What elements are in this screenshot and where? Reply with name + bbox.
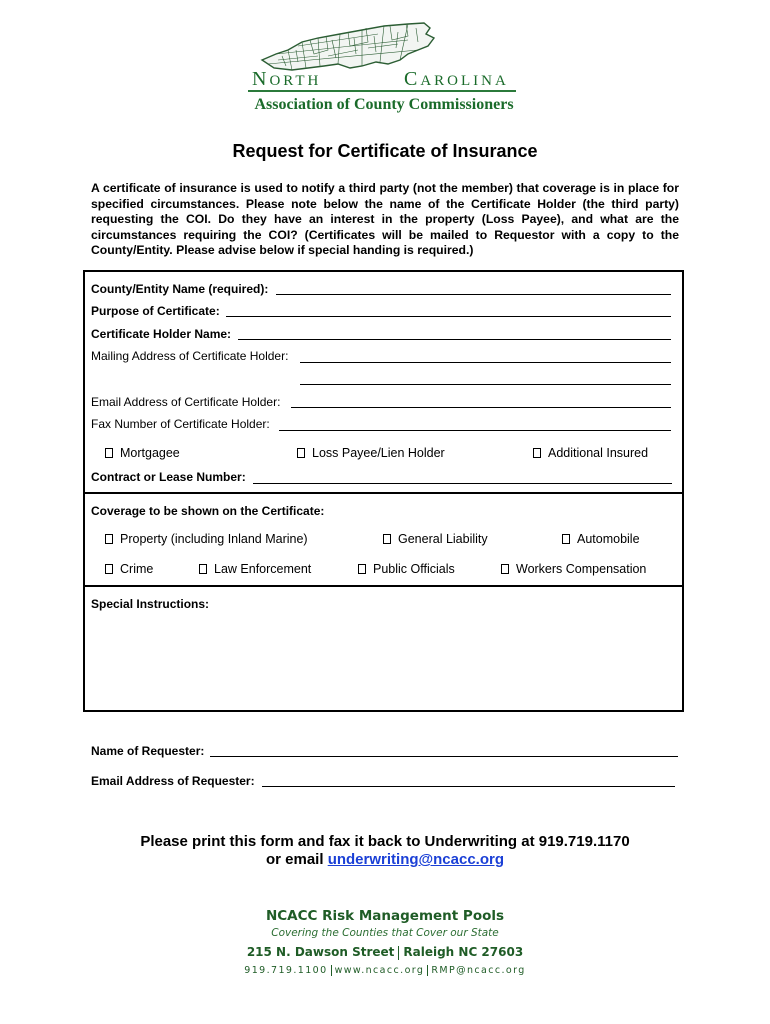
holder-email-input[interactable] — [291, 407, 671, 408]
checkbox-property[interactable]: Property (including Inland Marine) — [105, 532, 308, 546]
requester-email-label: Email Address of Requester: — [91, 774, 255, 788]
requester-email-input[interactable] — [262, 786, 675, 787]
divider — [331, 965, 332, 976]
footer-tagline: Covering the Counties that Cover our State — [271, 927, 499, 939]
checkbox-square-icon — [105, 448, 113, 458]
fax-instructions: Please print this form and fax it back to Underwriting at 919.719.1170 — [140, 833, 630, 850]
footer-org-name: NCACC Risk Management Pools — [265, 908, 505, 924]
checkbox-crime[interactable]: Crime — [105, 562, 153, 576]
county-label: County/Entity Name (required): — [91, 282, 269, 296]
intro-paragraph: A certificate of insurance is used to notify a third party (not the member) that coverage is in place for specified circumstances. Please note below the name of the Certificate Holder (the third party) requesting the COI. Do they have an interest in the property (Loss Payee), and what are the circumstances requiring the COI? (Certificates will be mailed to Requestor with a copy to the County/Entity. Please advise below if special handing is required.) — [91, 181, 679, 257]
county-input[interactable] — [276, 294, 671, 295]
footer-address: 215 N. Dawson Street Raleigh NC 27603 — [246, 945, 524, 959]
holder-fax-label: Fax Number of Certificate Holder: — [91, 417, 270, 431]
footer-contact: 919.719.1100 www.ncacc.org RMP@ncacc.org — [244, 965, 526, 976]
checkbox-automobile[interactable]: Automobile — [562, 532, 640, 546]
footer-website-link[interactable]: www.ncacc.org — [334, 965, 425, 976]
requester-name-input[interactable] — [210, 756, 678, 757]
checkbox-workers-compensation[interactable]: Workers Compensation — [501, 562, 646, 576]
checkbox-public-officials[interactable]: Public Officials — [358, 562, 455, 576]
logo-word-carolina: CAROLINA — [404, 68, 509, 90]
checkbox-square-icon — [199, 564, 207, 574]
mailing-address-input[interactable] — [300, 362, 671, 363]
purpose-input[interactable] — [226, 316, 671, 317]
mailing-address-label: Mailing Address of Certificate Holder: — [91, 349, 289, 363]
coverage-label: Coverage to be shown on the Certificate: — [91, 504, 325, 518]
checkbox-law-enforcement[interactable]: Law Enforcement — [199, 562, 311, 576]
email-instructions: or email underwriting@ncacc.org — [265, 851, 505, 868]
purpose-label: Purpose of Certificate: — [91, 304, 220, 318]
checkbox-additional-insured[interactable]: Additional Insured — [533, 446, 648, 460]
contract-label: Contract or Lease Number: — [91, 470, 246, 484]
holder-fax-input[interactable] — [279, 430, 671, 431]
footer-email-link[interactable]: RMP@ncacc.org — [431, 965, 526, 976]
nc-county-map-icon — [258, 20, 438, 72]
logo-divider — [248, 90, 516, 92]
checkbox-loss-payee[interactable]: Loss Payee/Lien Holder — [297, 446, 445, 460]
checkbox-mortgagee[interactable]: Mortgagee — [105, 446, 180, 460]
divider — [427, 965, 428, 976]
checkbox-square-icon — [501, 564, 509, 574]
checkbox-square-icon — [358, 564, 366, 574]
checkbox-square-icon — [383, 534, 391, 544]
checkbox-square-icon — [105, 534, 113, 544]
page-title: Request for Certificate of Insurance — [232, 141, 538, 161]
holder-email-label: Email Address of Certificate Holder: — [91, 395, 281, 409]
holder-name-input[interactable] — [238, 339, 671, 340]
checkbox-general-liability[interactable]: General Liability — [383, 532, 488, 546]
requester-name-label: Name of Requester: — [91, 744, 205, 758]
checkbox-square-icon — [105, 564, 113, 574]
checkbox-square-icon — [562, 534, 570, 544]
logo-word-north: NORTH — [252, 68, 322, 90]
special-instructions-label: Special Instructions: — [91, 597, 210, 611]
checkbox-square-icon — [533, 448, 541, 458]
divider — [398, 946, 399, 960]
contract-input[interactable] — [253, 483, 672, 484]
holder-name-label: Certificate Holder Name: — [91, 327, 232, 341]
mailing-address-input-2[interactable] — [300, 384, 671, 385]
underwriting-email-link[interactable]: underwriting@ncacc.org — [327, 851, 505, 868]
checkbox-square-icon — [297, 448, 305, 458]
logo-subtitle: Association of County Commissioners — [254, 96, 514, 113]
